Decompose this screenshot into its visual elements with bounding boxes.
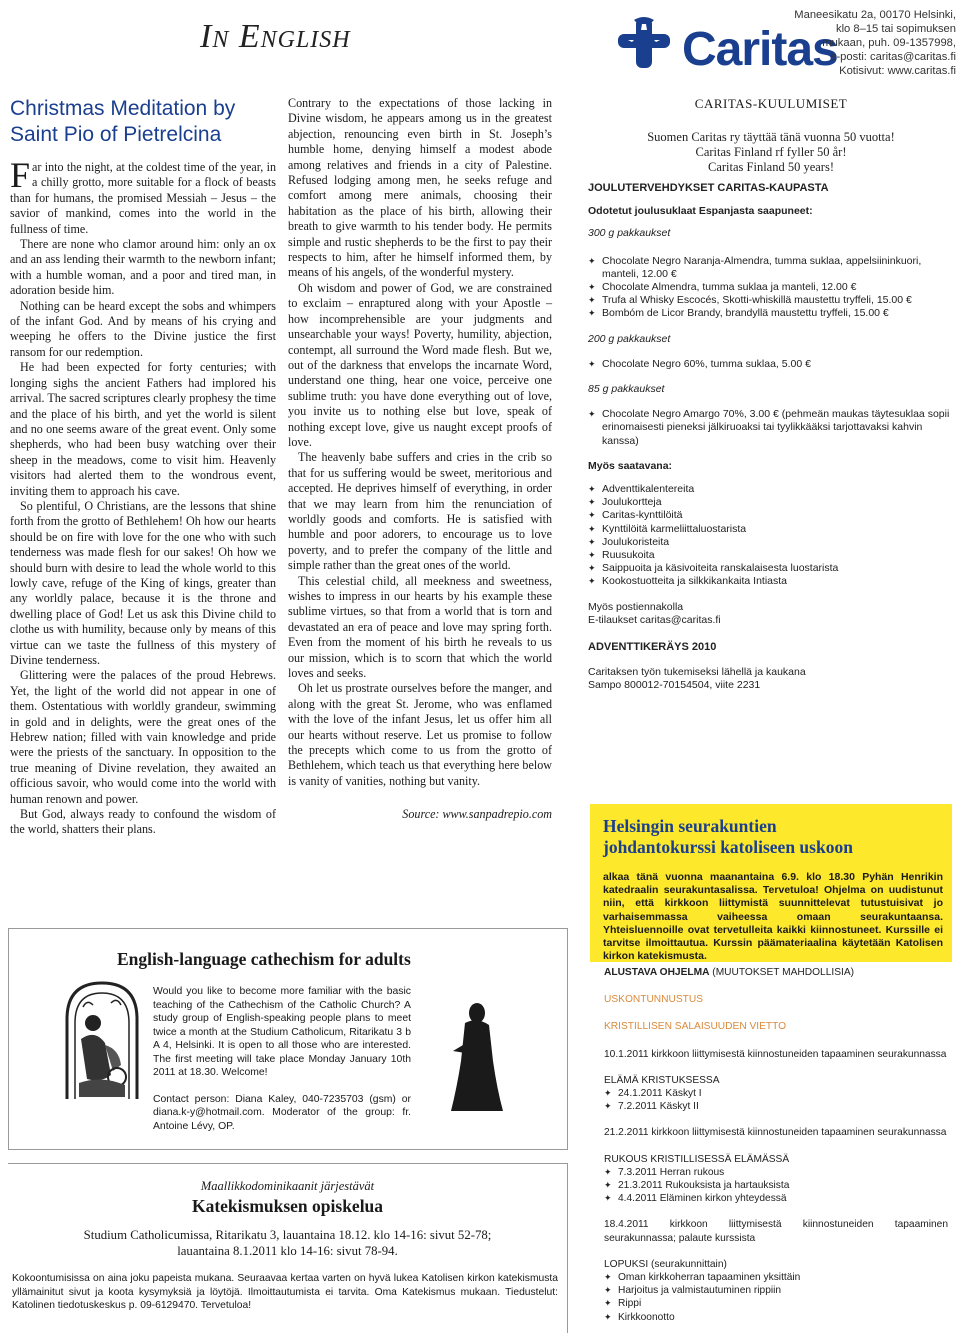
caritas-news-heading: CARITAS-KUULUMISET (694, 96, 848, 111)
shop-subheading: Odotetut joulusuklaat Espanjasta saapuneet: (588, 205, 813, 218)
mail-order-line: Myös postiennakolla (588, 600, 684, 613)
advent-heading: ADVENTTIKERÄYS 2010 (588, 641, 717, 654)
course-session: ✦ 21.3.2011 Rukouksista ja hartauksista (604, 1179, 948, 1192)
address-line: mukaan, puh. 09-1357998, (822, 37, 956, 49)
sale-item: ✦ Kynttilöitä karmeliittaluostarista (588, 523, 954, 536)
meditation-title-line: Christmas Meditation by (10, 97, 236, 120)
meditation-paragraph: So plentiful, O Christians, are the lessons that shine forth from the grotto of Bethlehem! Oh how our hearts should be on fire with love for the one who with such tenderness was made flesh for our sakes! Oh how we should burn with desire to lead the whole world to this lowly cave, refuge of the King of kings, greater than any worldly palace, because it is the throne and dwelling place of God! Let us ask this Divine child to clothe us with humility, because only by means of this virtue can we taste the fullness of this mystery of Divine tenderness. (10, 498, 276, 667)
caritas-shop (588, 182, 954, 693)
course-date-line: 18.4.2011 kirkkoon liittymisestä kiinnostuneiden tapaaminen seurakunnassa; palaute kurssista (604, 1219, 948, 1244)
drop-cap: F (10, 155, 31, 195)
course-title-line: Helsingin seurakuntien (603, 816, 777, 836)
katekismus-box (8, 1163, 568, 1333)
course-topic-link[interactable]: USKONTUNNUSTUS (604, 994, 704, 1006)
meditation-paragraph: The heavenly babe suffers and cries in the crib so that for us suffering would be sweet, meritorious and accepted. He deprives himself of everything, in order that we may learn from him the renunciation of worldly goods and comforts. He is satisfied with humble and poor adorers, to encourage us to love poverty, and to prefer the company of the little and simple rather than the great ones of the world. (288, 450, 552, 573)
course-session: ✦ Oman kirkkoherran tapaaminen yksittäin (604, 1271, 948, 1284)
caritas-logo-text: Caritas (682, 23, 838, 76)
address-line: Kotisivut: www.caritas.fi (839, 65, 956, 77)
address-line: klo 8–15 tai sopimuksen (835, 23, 956, 35)
course-topic-link[interactable]: KRISTILLISEN SALAISUUDEN VIETTO (604, 1021, 787, 1033)
catechism-contact: Contact person: Diana Kaley, 040-7235703 (gsm) or diana.k-y@hotmail.com. Moderator of the group: fr. Antoine Lévy, OP. (153, 1093, 411, 1132)
product-list-85 (588, 408, 954, 448)
katekismus-organizer: Maallikkodominikaanit järjestävät (200, 1179, 375, 1193)
email-order-line[interactable]: E-tilaukset caritas@caritas.fi (588, 613, 721, 626)
course-topic: RUKOUS KRISTILLISESSÄ ELÄMÄSSÄ (604, 1153, 790, 1165)
course-program (604, 964, 948, 1324)
catechism-text (153, 985, 411, 1133)
meditation-paragraph: Nothing can be heard except the sobs and whimpers of the infant God. And by means of his crying and weeping he offers to the Divine justice the first ransom for our redemption. (10, 298, 276, 359)
pack-size-label: 85 g pakkaukset (588, 383, 665, 396)
program-heading: ALUSTAVA OHJELMA (MUUTOKSET MAHDOLLISIA) (604, 967, 855, 978)
meditation-paragraph: Far into the night, at the coldest time of the year, in a chilly grotto, more suitable for a flock of beasts than for humans, the promised Messiah – Jesus – the savior of mankind, comes into the world in the fullness of time. (10, 155, 276, 236)
rukous-list (604, 1166, 948, 1206)
meditation-paragraph: Oh let us prostrate ourselves before the manger, and along with the great St. Jerome, who was enflamed with the love of the infant Jesus, let us offer him all our hearts without reserve. Let us promise to follow the precepts which come to us from the grotto of Bethlehem, which teach us that everything here below is vanity of vanities, nothing but vanity. (288, 681, 552, 788)
katekismus-title: Katekismuksen opiskelua (191, 1196, 384, 1216)
caritas-news (588, 96, 954, 693)
course-intro: alkaa tänä vuonna maanantaina 6.9. klo 18.30 Pyhän Henrikin katedraalin seurakuntasalissa. Tervetuloa! Ohjelma on uudistunut niin, että kirkkoon liittymistä suunnittelevat tutustuisivat jo varhaisemmassa vaiheessa omaan seurakuntaansa. Yhteisluennoille ovat tervetulleita kaikki kiinnostuneet. Kurssille ei tarvitse ilmoittautua. Kurssin päämateriaalina käytetään Katolisen kirkon katekismusta. (603, 871, 943, 963)
pack-size-label: 200 g pakkaukset (588, 332, 671, 345)
katekismus-footer: Kokoontumisissa on aina joku papeista mukana. Seuraavaa kertaa varten on hyvä lukea Katolisen kirkon katekismusta yllämainitut sivut ja koota kysymyksiä ja löytöjä. Ilmoittautumista ei tarvita. Oma Katekismus mukaan. Tiedustelut: Katolinen tiedotuskeskus p. 09-6129470. Tervetuloa! (12, 1273, 558, 1311)
course-topic: ELÄMÄ KRISTUKSESSA (604, 1074, 720, 1086)
course-session: ✦ 7.3.2011 Herran rukous (604, 1166, 948, 1179)
saint-woodcut-image (61, 979, 143, 1101)
course-session: ✦ 4.4.2011 Eläminen kirkon yhteydessä (604, 1192, 948, 1205)
course-session: ✦ Harjoitus ja valmistautuminen rippiin (604, 1284, 948, 1297)
sale-item: ✦ Ruusukoita (588, 549, 954, 562)
sale-item: ✦ Joulukortteja (588, 496, 954, 509)
address-line: Maneesikatu 2a, 00170 Helsinki, (794, 9, 956, 21)
advent-line: Caritaksen työn tukemiseksi lähellä ja kaukana (588, 666, 806, 679)
course-date-line: 10.1.2011 kirkkoon liittymisestä kiinnostuneiden tapaaminen seurakunnassa (604, 1048, 947, 1060)
product-item: ✦ Chocolate Negro Naranja-Almendra, tumma suklaa, appelsiininkuori, manteli, 12.00 € (588, 255, 954, 281)
meditation-paragraph: There are none who clamor around him: only an ox and an ass lending their warmth to the newborn infant; with a humble woman, and a poor and tired man, in adoration beside him. (10, 237, 276, 298)
product-list-200 (588, 358, 954, 371)
katekismus-schedule (8, 1227, 567, 1259)
catechism-box (8, 928, 568, 1150)
course-highlight-box (590, 804, 952, 962)
sale-item: ✦ Kookostuotteita ja silkkikankaita Intiasta (588, 575, 954, 588)
meditation-paragraph: Contrary to the expectations of those lacking in Divine wisdom, he appears among us in the greatest abjection, renouncing even birth in St. Joseph’s humble home, denying himself a modest abode among relatives and friends in a city of Palestine. Refused lodging among men, he seeks refuge and comfort among mere animals, choosing their habitation as the place of his birth, allowing their breath to give warmth to his tender body. He permits simple and rustic shepherds to be the first to pay their respects to him, after he himself informed them, by means of his angels, of the wonderful mystery. (288, 96, 552, 280)
anniversary-line: Caritas Finland rf fyller 50 år! (695, 145, 847, 159)
product-list-300 (588, 255, 954, 321)
meditation-paragraph: This celestial child, all meekness and sweetness, wishes to impress in our hearts by his example these sublime virtues, so that from a world that is torn and devastated an era of peace and love may spring forth. Even from the moment of his birth he reveals to us our mission, which is to scorn that which the world loves and seeks. (288, 573, 552, 681)
sale-list (588, 483, 954, 589)
meditation-paragraph: Glittering were the palaces of the proud Hebrews. Yet, the light of the world did not appear in one of them. Ostentatious with worldly grandeur, swimming in gold and in delights, were the great ones of the Hebrew nation; filled with vain knowledge and pride were the priests of the sanctuary. In opposition to the true meaning of Divine revelation, they awaited an officious savoir, who would come into the world with human renown and power. (10, 668, 276, 806)
section-title: In English (200, 18, 351, 55)
product-item: ✦ Bombóm de Licor Brandy, brandyllä maustettu tryffeli, 15.00 € (588, 307, 954, 320)
product-item: ✦ Chocolate Almendra, tumma suklaa ja manteli, 12.00 € (588, 281, 954, 294)
catechism-body: Would you like to become more familiar with the basic teaching of the Cathechism of the Catholic Church? A study group of English-speaking people plans to meet twice a month at the Studium Catholicum, Ritarikatu 3 b A 4, Helsinki. It is open to all those who are interested. The first meeting will take place Monday January 10th 2011 at 18.30. Welcome! (153, 986, 411, 1078)
meditation-paragraph: But God, always ready to confound the wisdom of the world, shatters their plans. (10, 807, 276, 837)
lopuksi-list (604, 1271, 948, 1324)
address-line: s-posti: caritas@caritas.fi (830, 51, 956, 63)
contact-block (786, 8, 956, 78)
meditation-column-2 (288, 96, 552, 823)
anniversary-line: Caritas Finland 50 years! (707, 160, 834, 174)
product-item: ✦ Chocolate Negro Amargo 70%, 3.00 € (pehmeän maukas täytesuklaa sopii erinomaisesti pieneksi jälkiruoaksi tai tyylikkääksi tarjottavaksi kahvin kanssa) (588, 408, 954, 448)
product-item: ✦ Chocolate Negro 60%, tumma suklaa, 5.00 € (588, 358, 954, 371)
caritas-cross-logo (606, 14, 682, 72)
course-session: ✦ Kirkkoonotto (604, 1311, 948, 1324)
advent-account: Sampo 800012-70154504, viite 2231 (588, 679, 761, 692)
course-topic: LOPUKSI (seurakunnittain) (604, 1258, 727, 1270)
sale-item: ✦ Adventtikalentereita (588, 483, 954, 496)
course-date-line: 21.2.2011 kirkkoon liittymisestä kiinnostuneiden tapaaminen seurakunnassa (604, 1127, 947, 1139)
meditation-paragraph: Oh wisdom and power of God, we are constrained to exclaim – enraptured along with your Apostle – how incomprehensible are your judgments and unsearchable your ways! Poverty, humility, abjection, contempt, all surround the Word made flesh. But we, out of the darkness that envelops the incarnate Word, understand one thing, hear one voice, perceive one sublime truth: you have done everything out of love, you invite us to nothing else but love, speak of nothing except love, give us naught except proofs of love. (288, 280, 552, 449)
meditation-title-line: Saint Pio of Pietrelcina (10, 123, 222, 146)
schedule-line: lauantaina 8.1.2011 klo 14-16: sivut 78-94. (177, 1244, 398, 1258)
sale-item: ✦ Saippuoita ja käsivoiteita ranskalaisesta luostarista (588, 562, 954, 575)
catechism-heading: English-language cathechism for adults (117, 949, 411, 969)
meditation-column-1 (10, 155, 276, 838)
anniversary-line: Suomen Caritas ry täyttää tänä vuonna 50 vuotta! (647, 130, 895, 144)
course-session: ✦ Rippi (604, 1297, 948, 1310)
meditation-source: Source: www.sanpadrepio.com (402, 807, 552, 822)
sale-heading: Myös saatavana: (588, 459, 673, 472)
elama-list (604, 1087, 948, 1113)
meditation-paragraph: He had been expected for forty centuries; with longing sighs the ancient Fathers had implored his arrival. The sacred scriptures clearly prophesy the time and the place of his birth, and yet the world is silent and no one seems aware of the great event. Only some shepherds, who had been busy watching over their sheep in the meadows, come to visit him. Heavenly visitors had alerted them to the wondrous event, inviting them to approach his cave. (10, 360, 276, 498)
sale-item: ✦ Caritas-kynttilöitä (588, 509, 954, 522)
course-session: ✦ 7.2.2011 Käskyt II (604, 1100, 948, 1113)
course-session: ✦ 24.1.2011 Käskyt I (604, 1087, 948, 1100)
meditation-title (10, 96, 280, 148)
sale-item: ✦ Joulukoristeita (588, 536, 954, 549)
course-title (603, 816, 853, 858)
shop-heading: JOULUTERVEHDYKSET CARITAS-KAUPASTA (588, 182, 829, 194)
schedule-line: Studium Catholicumissa, Ritarikatu 3, lauantaina 18.12. klo 14-16: sivut 52-78; (83, 1228, 492, 1242)
pack-size-label: 300 g pakkaukset (588, 227, 671, 240)
monk-silhouette-image (443, 1001, 505, 1113)
course-title-line: johdantokurssi katoliseen uskoon (603, 837, 853, 857)
product-item: ✦ Trufa al Whisky Escocés, Skotti-whiskillä maustettu tryffeli, 15.00 € (588, 294, 954, 307)
